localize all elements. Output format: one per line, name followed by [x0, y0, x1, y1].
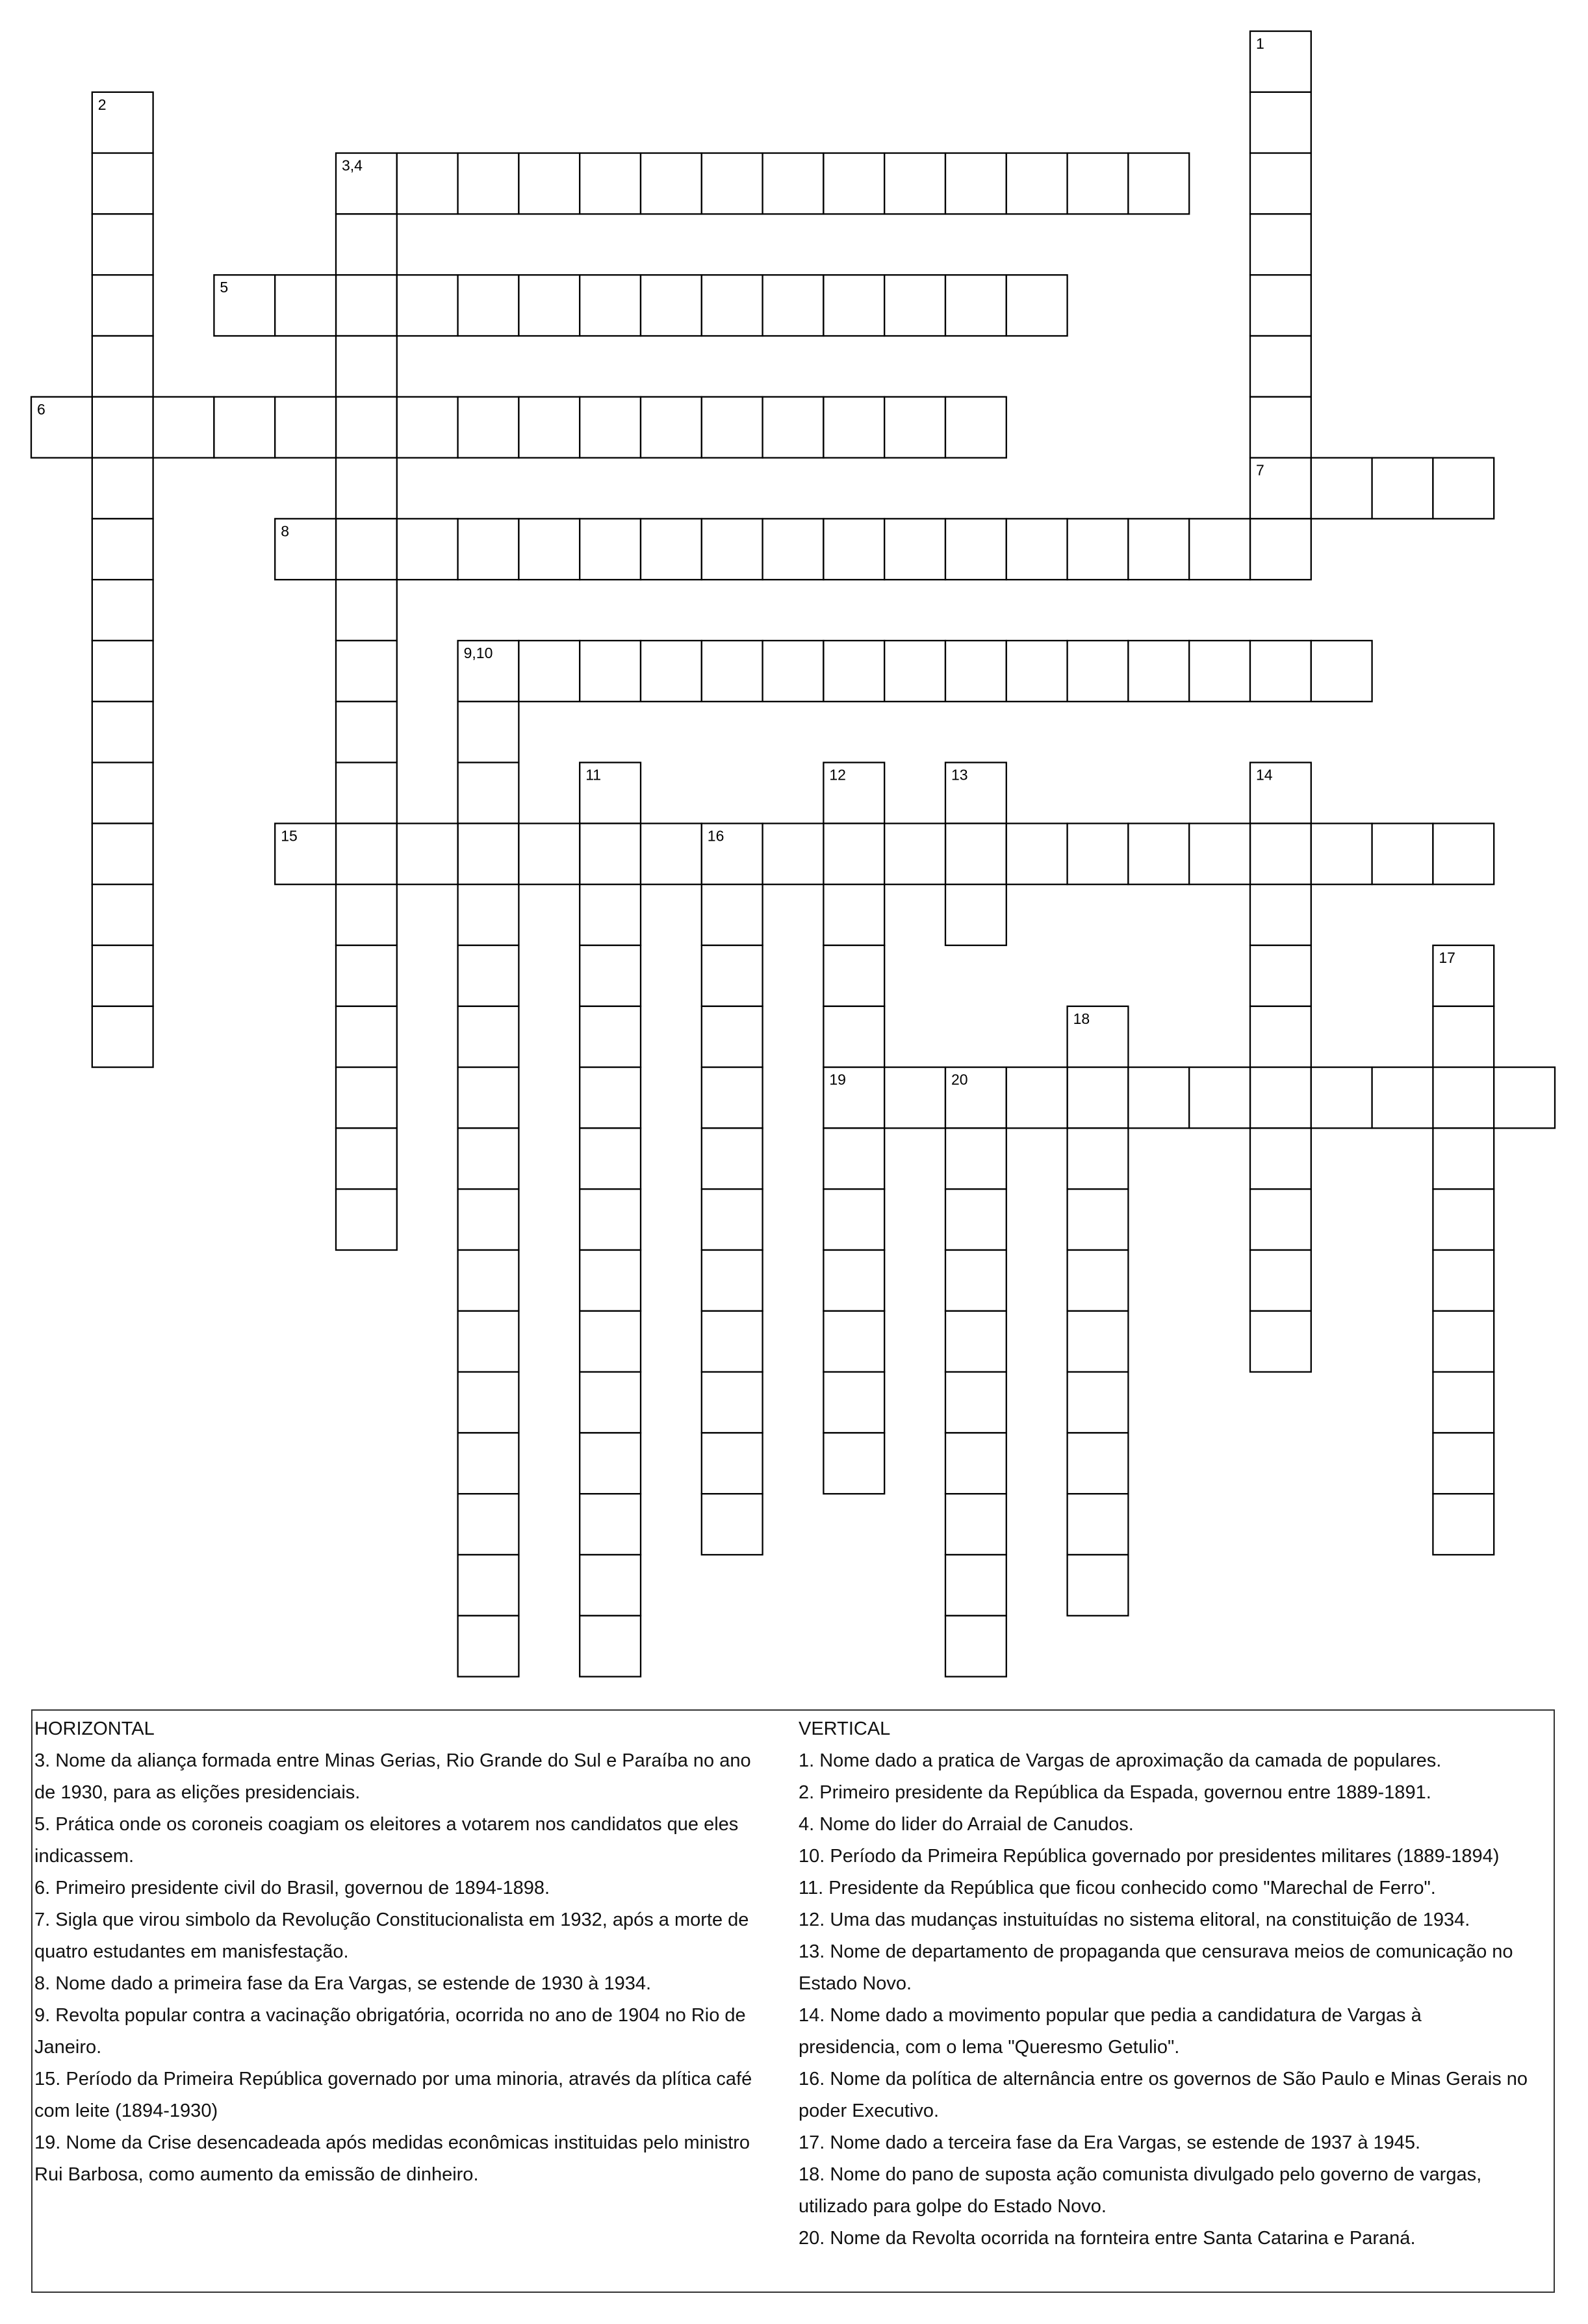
crossword-cell[interactable]: [580, 1006, 641, 1067]
crossword-cell[interactable]: [823, 884, 884, 945]
clue-vertical-14: 14. Nome dado a movimento popular que pedia a candidatura de Vargas à presidencia, com o lema "Queresmo Getulio".: [799, 2005, 1422, 2058]
crossword-cell[interactable]: [1250, 945, 1311, 1006]
crossword-cell[interactable]: [1433, 1006, 1494, 1067]
crossword-cell[interactable]: [92, 945, 153, 1006]
clue-vertical-11: 11. Presidente da República que ficou conhecido como "Marechal de Ferro".: [799, 1878, 1436, 1898]
crossword-cell[interactable]: [1250, 1189, 1311, 1250]
crossword-cell[interactable]: [519, 153, 580, 214]
crossword-cell[interactable]: [1068, 1494, 1129, 1555]
crossword-cell[interactable]: [275, 397, 336, 458]
crossword-cell[interactable]: [1433, 1311, 1494, 1372]
clue-horizontal-5: 5. Prática onde os coroneis coagiam os eleitores a votarem nos candidatos que eles indicassem.: [34, 1814, 739, 1867]
crossword-cell[interactable]: [580, 884, 641, 945]
clue-number-label: 7: [1256, 461, 1264, 479]
crossword-cell[interactable]: [519, 518, 580, 580]
clue-number-label: 20: [951, 1071, 968, 1088]
crossword-cell[interactable]: [702, 1067, 763, 1129]
crossword-cell[interactable]: [1068, 1555, 1129, 1616]
crossword-cell[interactable]: [1068, 1250, 1129, 1311]
crossword-cell[interactable]: [458, 1555, 519, 1616]
crossword-cell[interactable]: [92, 214, 153, 275]
crossword-cell[interactable]: [458, 275, 519, 336]
clue-number-label: 6: [37, 400, 45, 418]
crossword-cell[interactable]: [1250, 823, 1311, 884]
crossword-cell[interactable]: [275, 275, 336, 336]
crossword-cell[interactable]: [823, 1250, 884, 1311]
crossword-cell[interactable]: [458, 518, 519, 580]
crossword-cell[interactable]: [1372, 1067, 1433, 1129]
crossword-cell[interactable]: [884, 397, 945, 458]
crossword-cell[interactable]: [1311, 1067, 1372, 1129]
crossword-cell[interactable]: [1250, 214, 1311, 275]
crossword-cell[interactable]: [945, 1494, 1006, 1555]
crossword-cell[interactable]: [458, 1494, 519, 1555]
clue-number-label: 17: [1439, 949, 1455, 966]
clue-horizontal-19: 19. Nome da Crise desencadeada após medidas econômicas instituidas pelo ministro Rui Barbosa, como aumento da emissão de dinheiro.: [34, 2132, 750, 2185]
crossword-cell[interactable]: [702, 518, 763, 580]
crossword-cell[interactable]: [580, 518, 641, 580]
crossword-cell[interactable]: [763, 397, 824, 458]
crossword-cell[interactable]: [1068, 1067, 1129, 1129]
crossword-cell[interactable]: [641, 153, 702, 214]
crossword-cell[interactable]: [458, 1189, 519, 1250]
clue-vertical-1: 1. Nome dado a pratica de Vargas de aproximação da camada de populares.: [799, 1750, 1442, 1771]
crossword-cell[interactable]: [1068, 1311, 1129, 1372]
crossword-cell[interactable]: [763, 275, 824, 336]
crossword-cell[interactable]: [458, 1616, 519, 1677]
crossword-cell[interactable]: [1128, 641, 1189, 702]
crossword-cell[interactable]: [823, 1189, 884, 1250]
crossword-cell[interactable]: [702, 945, 763, 1006]
clue-vertical-18: 18. Nome do pano de suposta ação comunista divulgado pelo governo de vargas, utilizado para golpe do Estado Novo.: [799, 2164, 1482, 2217]
crossword-cell[interactable]: [519, 641, 580, 702]
crossword-cell[interactable]: [580, 275, 641, 336]
crossword-cell[interactable]: [519, 397, 580, 458]
crossword-cell[interactable]: [1433, 1494, 1494, 1555]
crossword-cell[interactable]: [1006, 518, 1068, 580]
crossword-cell[interactable]: [92, 702, 153, 763]
crossword-cell[interactable]: [1006, 275, 1068, 336]
crossword-cell[interactable]: [1006, 1067, 1068, 1129]
clue-horizontal-3: 3. Nome da aliança formada entre Minas Gerias, Rio Grande do Sul e Paraíba no ano de 1930, para as elições presidenciais.: [34, 1750, 751, 1803]
crossword-cell[interactable]: [1372, 458, 1433, 519]
crossword-cell[interactable]: [1068, 518, 1129, 580]
crossword-cell[interactable]: [92, 275, 153, 336]
crossword-cell[interactable]: [702, 1006, 763, 1067]
clue-horizontal-6: 6. Primeiro presidente civil do Brasil, governou de 1894-1898.: [34, 1878, 550, 1898]
crossword-cell[interactable]: [1250, 1067, 1311, 1129]
crossword-cell[interactable]: [884, 153, 945, 214]
crossword-cell[interactable]: [580, 1372, 641, 1433]
crossword-cell[interactable]: [458, 1433, 519, 1494]
crossword-cell[interactable]: [1250, 153, 1311, 214]
crossword-cell[interactable]: [92, 153, 153, 214]
clue-number-label: 11: [585, 766, 602, 784]
crossword-cell[interactable]: [336, 518, 397, 580]
crossword-cell[interactable]: [397, 153, 458, 214]
crossword-cell[interactable]: [641, 275, 702, 336]
crossword-cell[interactable]: [1433, 1250, 1494, 1311]
crossword-cell[interactable]: [823, 275, 884, 336]
crossword-cell[interactable]: [823, 1128, 884, 1189]
crossword-cell[interactable]: [702, 641, 763, 702]
clue-horizontal-9: 9. Revolta popular contra a vacinação obrigatória, ocorrida no ano de 1904 no Rio de Janeiro.: [34, 2005, 746, 2058]
crossword-cell[interactable]: [823, 1372, 884, 1433]
crossword-cell[interactable]: [336, 1189, 397, 1250]
clue-vertical-4: 4. Nome do lider do Arraial de Canudos.: [799, 1814, 1134, 1835]
horizontal-heading: HORIZONTAL: [34, 1718, 155, 1739]
crossword-cell[interactable]: [1311, 641, 1372, 702]
crossword-cell[interactable]: [702, 884, 763, 945]
crossword-cell[interactable]: [702, 1433, 763, 1494]
crossword-cell[interactable]: [823, 518, 884, 580]
crossword-cell[interactable]: [397, 397, 458, 458]
crossword-cell[interactable]: [458, 397, 519, 458]
crossword-cell[interactable]: [1250, 92, 1311, 153]
crossword-cell[interactable]: [945, 1311, 1006, 1372]
clue-horizontal-15: 15. Período da Primeira República governado por uma minoria, através da plítica café com leite (1894-1930): [34, 2069, 752, 2121]
crossword-cell[interactable]: [1250, 336, 1311, 397]
crossword-cell[interactable]: [1433, 458, 1494, 519]
crossword-cell[interactable]: [702, 1372, 763, 1433]
crossword-cell[interactable]: [1128, 823, 1189, 884]
crossword-cell[interactable]: [702, 1494, 763, 1555]
crossword-cell[interactable]: [580, 1067, 641, 1129]
crossword-cell[interactable]: [580, 153, 641, 214]
crossword-cell[interactable]: [92, 641, 153, 702]
crossword-cell[interactable]: [580, 1128, 641, 1189]
crossword-cell[interactable]: [336, 214, 397, 275]
crossword-cell[interactable]: [519, 275, 580, 336]
crossword-cell[interactable]: [1433, 1128, 1494, 1189]
crossword-cell[interactable]: [1250, 1250, 1311, 1311]
crossword-cell[interactable]: [336, 336, 397, 397]
crossword-cell[interactable]: [884, 1067, 945, 1129]
crossword-cell[interactable]: [458, 1006, 519, 1067]
clue-number-label: 5: [220, 279, 229, 296]
crossword-cell[interactable]: [702, 275, 763, 336]
crossword-cell[interactable]: [1068, 153, 1129, 214]
crossword-cell[interactable]: [945, 518, 1006, 580]
crossword-cell[interactable]: [945, 275, 1006, 336]
crossword-cell[interactable]: [763, 153, 824, 214]
clue-vertical-20: 20. Nome da Revolta ocorrida na fornteira entre Santa Catarina e Paraná.: [799, 2228, 1416, 2249]
crossword-cell[interactable]: [884, 641, 945, 702]
clue-horizontal-7: 7. Sigla que virou simbolo da Revolução Constitucionalista em 1932, após a morte de quatro estudantes em manisfestação.: [34, 1909, 749, 1962]
crossword-cell[interactable]: [945, 823, 1006, 884]
crossword-cell[interactable]: [1068, 1189, 1129, 1250]
crossword-cell[interactable]: [1006, 823, 1068, 884]
clue-number-label: 15: [281, 827, 298, 845]
crossword-cell[interactable]: [580, 1494, 641, 1555]
clue-number-label: 13: [951, 766, 968, 784]
clue-vertical-13: 13. Nome de departamento de propaganda que censurava meios de comunicação no Estado Novo.: [799, 1941, 1513, 1994]
clue-number-label: 9,10: [463, 645, 493, 661]
crossword-cell[interactable]: [92, 763, 153, 824]
crossword-cell[interactable]: [336, 1006, 397, 1067]
crossword-cell[interactable]: [336, 1067, 397, 1129]
crossword-cell[interactable]: [1189, 1067, 1250, 1129]
crossword-cell[interactable]: [945, 884, 1006, 945]
crossword-cell[interactable]: [1189, 641, 1250, 702]
crossword-cell[interactable]: [458, 153, 519, 214]
crossword-cell[interactable]: [1494, 1067, 1555, 1129]
crossword-cell[interactable]: [1068, 1372, 1129, 1433]
crossword-cell[interactable]: [458, 1311, 519, 1372]
clue-number-label: 12: [829, 766, 846, 784]
crossword-cell[interactable]: [1250, 518, 1311, 580]
crossword-cell[interactable]: [702, 1189, 763, 1250]
crossword-cell[interactable]: [702, 1128, 763, 1189]
crossword-cell[interactable]: [1311, 823, 1372, 884]
crossword-cell[interactable]: [884, 518, 945, 580]
crossword-cell[interactable]: [945, 1616, 1006, 1677]
crossword-cell[interactable]: [92, 397, 153, 458]
crossword-cell[interactable]: [823, 153, 884, 214]
crossword-cell[interactable]: [945, 1372, 1006, 1433]
clue-number-label: 3,4: [342, 157, 363, 174]
crossword-cell[interactable]: [1250, 1128, 1311, 1189]
crossword-cell[interactable]: [214, 397, 275, 458]
crossword-cell[interactable]: [153, 397, 214, 458]
crossword-cell[interactable]: [519, 823, 580, 884]
vertical-heading: VERTICAL: [799, 1718, 891, 1739]
crossword-cell[interactable]: [1128, 518, 1189, 580]
crossword-cell[interactable]: [1433, 1067, 1494, 1129]
crossword-cell[interactable]: [884, 823, 945, 884]
crossword-cell[interactable]: [336, 702, 397, 763]
crossword-cell[interactable]: [458, 1372, 519, 1433]
crossword-cell[interactable]: [1189, 518, 1250, 580]
crossword-cell[interactable]: [702, 1311, 763, 1372]
crossword-cell[interactable]: [580, 1433, 641, 1494]
crossword-cell[interactable]: [92, 823, 153, 884]
crossword-cell[interactable]: [397, 518, 458, 580]
crossword-cell[interactable]: [763, 823, 824, 884]
crossword-cell[interactable]: [702, 153, 763, 214]
crossword-cell[interactable]: [458, 702, 519, 763]
crossword-cell[interactable]: [580, 945, 641, 1006]
crossword-cell[interactable]: [1433, 1433, 1494, 1494]
clue-box: [31, 1709, 1555, 2293]
crossword-cell[interactable]: [580, 1555, 641, 1616]
crossword-cell[interactable]: [823, 823, 884, 884]
crossword-cell[interactable]: [823, 1006, 884, 1067]
crossword-cell[interactable]: [763, 641, 824, 702]
clue-vertical-17: 17. Nome dado a terceira fase da Era Vargas, se estende de 1937 à 1945.: [799, 2132, 1421, 2153]
crossword-cell[interactable]: [823, 1311, 884, 1372]
crossword-cell[interactable]: [945, 1433, 1006, 1494]
crossword-cell[interactable]: [1250, 275, 1311, 336]
crossword-cell[interactable]: [580, 397, 641, 458]
crossword-cell[interactable]: [336, 397, 397, 458]
crossword-cell[interactable]: [580, 1616, 641, 1677]
crossword-cell[interactable]: [1189, 823, 1250, 884]
crossword-cell[interactable]: [884, 275, 945, 336]
crossword-cell[interactable]: [945, 1250, 1006, 1311]
crossword-cell[interactable]: [1250, 641, 1311, 702]
crossword-cell[interactable]: [641, 641, 702, 702]
crossword-cell[interactable]: [945, 1128, 1006, 1189]
crossword-cell[interactable]: [1068, 641, 1129, 702]
clue-vertical-10: 10. Período da Primeira República governado por presidentes militares (1889-1894): [799, 1846, 1500, 1867]
crossword-cell[interactable]: [336, 458, 397, 519]
crossword-cell[interactable]: [336, 884, 397, 945]
crossword-cell[interactable]: [1250, 1006, 1311, 1067]
crossword-cell[interactable]: [92, 336, 153, 397]
clue-number-label: 2: [97, 96, 107, 113]
crossword-cell[interactable]: [1128, 1067, 1189, 1129]
crossword-cell[interactable]: [336, 275, 397, 336]
crossword-cell[interactable]: [1250, 1311, 1311, 1372]
crossword-cell[interactable]: [458, 1128, 519, 1189]
crossword-cell[interactable]: [336, 945, 397, 1006]
crossword-cell[interactable]: [945, 1189, 1006, 1250]
crossword-cell[interactable]: [336, 641, 397, 702]
crossword-cell[interactable]: [458, 884, 519, 945]
crossword-cell[interactable]: [1433, 823, 1494, 884]
crossword-cell[interactable]: [641, 823, 702, 884]
clue-number-label: 16: [707, 827, 724, 845]
crossword-cell[interactable]: [945, 153, 1006, 214]
crossword-cell[interactable]: [702, 397, 763, 458]
crossword-cell[interactable]: [458, 945, 519, 1006]
crossword-cell[interactable]: [458, 1250, 519, 1311]
clue-number-label: 14: [1256, 766, 1273, 784]
clue-number-label: 8: [281, 522, 289, 540]
vertical-clues: [799, 1713, 1528, 2254]
crossword-cell[interactable]: [1006, 641, 1068, 702]
crossword-cell[interactable]: [823, 641, 884, 702]
clue-vertical-16: 16. Nome da política de alternância entre os governos de São Paulo e Minas Gerais no poder Executivo.: [799, 2069, 1528, 2121]
crossword-cell[interactable]: [336, 1128, 397, 1189]
crossword-cell[interactable]: [945, 1555, 1006, 1616]
crossword-cell[interactable]: [823, 1433, 884, 1494]
crossword-cell[interactable]: [1250, 397, 1311, 458]
crossword-cell[interactable]: [823, 945, 884, 1006]
crossword-cell[interactable]: [458, 823, 519, 884]
crossword-cell[interactable]: [1006, 153, 1068, 214]
crossword-cell[interactable]: [1068, 823, 1129, 884]
crossword-cell[interactable]: [1068, 1433, 1129, 1494]
crossword-cell[interactable]: [92, 580, 153, 641]
crossword-cell[interactable]: [336, 763, 397, 824]
crossword-cell[interactable]: [580, 823, 641, 884]
crossword-cell[interactable]: [336, 580, 397, 641]
crossword-cell[interactable]: [92, 884, 153, 945]
crossword-cell[interactable]: [92, 518, 153, 580]
crossword-cell[interactable]: [1250, 884, 1311, 945]
clue-vertical-2: 2. Primeiro presidente da República da Espada, governou entre 1889-1891.: [799, 1782, 1431, 1803]
crossword-cell[interactable]: [397, 275, 458, 336]
crossword-cell[interactable]: [336, 823, 397, 884]
crossword-cell[interactable]: [580, 1250, 641, 1311]
crossword-cell[interactable]: [641, 397, 702, 458]
crossword-cell[interactable]: [641, 518, 702, 580]
crossword-cell[interactable]: [1433, 1189, 1494, 1250]
crossword-cell[interactable]: [1068, 1128, 1129, 1189]
crossword-cell[interactable]: [823, 397, 884, 458]
crossword-cell[interactable]: [580, 641, 641, 702]
crossword-cell[interactable]: [1433, 1372, 1494, 1433]
crossword-cell[interactable]: [945, 641, 1006, 702]
crossword-cell[interactable]: [945, 397, 1006, 458]
crossword-cell[interactable]: [580, 1311, 641, 1372]
crossword-cell[interactable]: [1311, 458, 1372, 519]
clue-number-label: 1: [1256, 35, 1264, 52]
horizontal-clues: [34, 1713, 752, 2191]
clue-horizontal-8: 8. Nome dado a primeira fase da Era Vargas, se estende de 1930 à 1934.: [34, 1973, 652, 1994]
crossword-cell[interactable]: [702, 1250, 763, 1311]
crossword-cell[interactable]: [92, 1006, 153, 1067]
crossword-cell[interactable]: [92, 458, 153, 519]
crossword-cell[interactable]: [458, 1067, 519, 1129]
crossword-cell[interactable]: [763, 518, 824, 580]
crossword-cell[interactable]: [580, 1189, 641, 1250]
crossword-cell[interactable]: [1372, 823, 1433, 884]
clue-number-label: 19: [829, 1071, 846, 1088]
crossword-cell[interactable]: [458, 763, 519, 824]
clue-vertical-12: 12. Uma das mudanças instuituídas no sistema elitoral, na constituição de 1934.: [799, 1909, 1470, 1930]
crossword-cell[interactable]: [1128, 153, 1189, 214]
crossword-cell[interactable]: [397, 823, 458, 884]
clue-number-label: 18: [1073, 1010, 1090, 1027]
